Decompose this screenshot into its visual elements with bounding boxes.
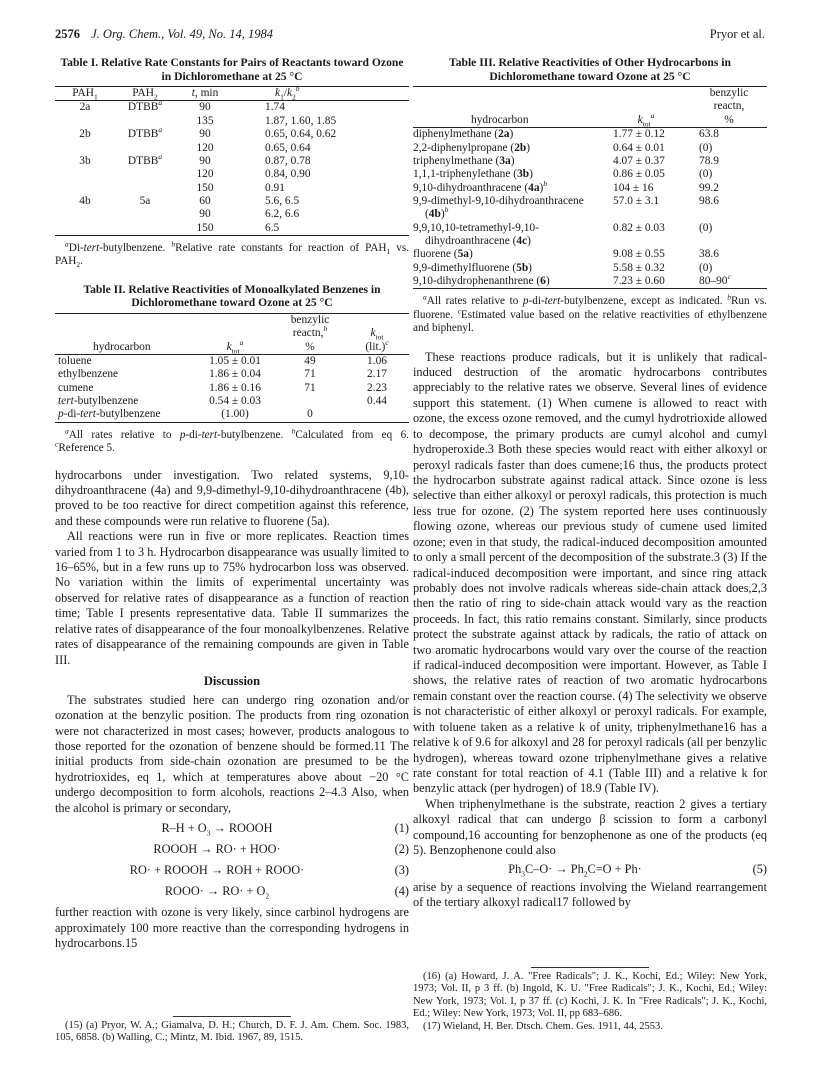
table1-cell-pah2 (115, 182, 175, 195)
table2-cell-ktot: (1.00) (221, 408, 249, 421)
footnote-15: (15) (a) Pryor, W. A.; Giamalva, D. H.; Church, D. F. J. Am. Chem. Soc. 1983, 105, 6858. (b) Walling, C.; Mintz, M. Ibid. 1967, 89, 1515. (55, 1020, 409, 1044)
equation-1: $R-H + O_3$ → ROOOH (1) (161, 821, 409, 838)
right-column (413, 56, 767, 910)
table-row (413, 248, 767, 261)
table1-cell-pah1: 2a (79, 101, 91, 114)
right-footnotes (413, 967, 767, 1033)
table2-cell-ktot: 1.05 ± 0.01 (209, 354, 261, 367)
table2-cell-ktot: 0.54 ± 0.03 (209, 394, 261, 407)
paragraph: When triphenylmethane is the substrate, reaction 2 gives a tertiary alkoxyl radical that can undergo β scission to form a carbonyl compound,16 accounting for benzophenone as one of the products (eq 5). Benzophenone could also (413, 796, 767, 858)
table1-cell-ratio: 5.6, 6.5 (265, 194, 300, 207)
table2-cell-ktot-lit: 2.17 (367, 368, 387, 381)
table3-header-benzylic: benzylic reactn, % (709, 87, 749, 126)
table1-footnote: $^a$Di-tert-butylbenzene. $^b$Relative rate constants for reaction of $PAH_1$ vs. $PAH_2$. (55, 239, 409, 270)
footnote-16: (16) (a) Howard, J. A. "Free Radicals"; J. K., Kochi, Ed.; Wiley: New York, 1973; Vol. II, p 3 ff. (b) Ingold, K. U. "Free Radicals"; J. K., Kochi, Ed.; Wiley: New York, 1973; Vol. I, p 37 ff. (c) Kochi, J. K. In "Free Radicals"; J. K., Kochi, Ed.; Wiley: New York, 1973; Vol. II, pp 683–686. (413, 971, 767, 1020)
left-body-text (55, 468, 409, 952)
table3-cell-ktot: 0.86 ± 0.05 (613, 168, 665, 181)
table1-cell-pah1: 2b (79, 128, 91, 141)
table2-cell-ktot: 1.86 ± 0.04 (209, 368, 261, 381)
table3-cell-ktot: 1.77 ± 0.12 (613, 128, 665, 141)
table3-cell-hydrocarbon: 9,10-dihydroanthracene $(4a)^b$ (413, 178, 548, 194)
table1-cell-pah2: DTBB$^a$ (127, 125, 163, 141)
table-row (55, 382, 409, 395)
equation-2: ROOOH → RO· + HOO· (2) (153, 842, 409, 857)
table3-cell-ktot: 104 ± 16 (613, 181, 654, 194)
table3-cell-benzylic: 80–90$^c$ (699, 272, 731, 287)
table1-cell-ratio: 0.87, 0.78 (265, 154, 311, 167)
table2-header-ktot: $k_{tot}^a$ (226, 337, 244, 355)
table-row (55, 115, 409, 128)
table1-cell-time: 135 (196, 114, 214, 127)
equation-4: ROOO· → $RO\cdot + O_2$ (4) (164, 884, 409, 901)
table3-cell-ktot: 5.58 ± 0.32 (613, 261, 665, 274)
table3-body (413, 128, 767, 289)
table-row (413, 275, 767, 288)
table1-body (55, 98, 409, 235)
table2-cell-benzylic: 71 (304, 381, 316, 394)
table3-cell-ktot: 0.82 ± 0.03 (613, 221, 665, 234)
table1-cell-pah1: 4b (79, 194, 91, 207)
table2-cell-benzylic: 71 (304, 368, 316, 381)
page-number: 2576 (55, 27, 80, 41)
table-row (55, 155, 409, 168)
table3-cell-hydrocarbon: diphenylmethane (2a) (413, 128, 514, 141)
table3-cell-benzylic: 63.8 (699, 128, 719, 141)
table3-caption: Table III. Relative Reactivities of Other Hydrocarbons in Dichloromethane toward Ozone at 25 °C (449, 56, 731, 83)
table1-header-time: t, min (191, 87, 219, 100)
table3-cell-hydrocarbon: 9,9-dimethyl-9,10-dihydroanthracene $(4b)^b$ (413, 194, 584, 221)
table3-cell-benzylic: (0) (699, 221, 713, 234)
table3-cell-benzylic: 78.9 (699, 154, 719, 167)
table2 (55, 313, 409, 422)
paragraph: arise by a sequence of reactions involving the Wieland rearrangement of the tertiary alkoxyl radical17 followed by (413, 879, 767, 909)
table1-cell-pah2 (115, 168, 175, 181)
table1-header-ratio: $k_1/k_2^b$ (275, 84, 300, 102)
table2-cell-benzylic: 49 (304, 354, 316, 367)
table2-cell-hydrocarbon: ethylbenzene (58, 368, 119, 381)
table2-header-benzylic: benzylic reactn,$^b$ % (290, 313, 330, 353)
table1-cell-time: 150 (196, 221, 214, 234)
table1-cell-pah2: DTBB$^a$ (127, 98, 163, 114)
table1-cell-pah2 (115, 222, 175, 235)
table-row (55, 101, 409, 115)
table3-cell-ktot: 4.07 ± 0.37 (613, 154, 665, 167)
table2-cell-hydrocarbon: toluene (58, 354, 92, 367)
table2-footnote: $^a$All rates relative to p-di-tert-butylbenzene. $^b$Calculated from eq 6. $^c$Reference 5. (55, 425, 409, 455)
table1-cell-pah2 (115, 142, 175, 155)
table1-cell-pah1: 3b (79, 154, 91, 167)
equation-5: $Ph_3C-O\cdot \to Ph_2C=O + Ph\cdot$ (5) (508, 861, 767, 878)
table-row (55, 182, 409, 195)
table1-header-pah2: $PAH_2$ (132, 87, 158, 102)
table1-cell-time: 120 (196, 141, 214, 154)
table3-cell-ktot: 9.08 ± 0.55 (613, 248, 665, 261)
table3-cell-ktot: 0.64 ± 0.01 (613, 141, 665, 154)
table-row (55, 208, 409, 221)
table2-cell-ktot-lit: 2.23 (367, 381, 387, 394)
table-row (413, 262, 767, 275)
journal-citation: J. Org. Chem., Vol. 49, No. 14, 1984 (91, 27, 273, 41)
table2-cell-ktot-lit (345, 408, 409, 421)
table3-cell-ktot: 57.0 ± 3.1 (613, 194, 660, 207)
table1-cell-pah2 (115, 115, 175, 128)
table-row (413, 222, 767, 249)
table-row (55, 142, 409, 155)
table3-cell-hydrocarbon: 9,9,10,10-tetramethyl-9,10-dihydroanthracene (4c) (413, 221, 539, 247)
table3-cell-hydrocarbon: fluorene (5a) (413, 248, 473, 261)
table-row (413, 155, 767, 168)
table1-header-pah1: $PAH_1$ (72, 87, 98, 102)
table1-cell-time: 120 (196, 168, 214, 181)
table1-cell-ratio: 6.2, 6.6 (265, 208, 300, 221)
left-column (55, 56, 409, 951)
table3-cell-hydrocarbon: triphenylmethane (3a) (413, 154, 515, 167)
table-row (413, 182, 767, 195)
table1-cell-ratio: 0.65, 0.64, 0.62 (265, 128, 337, 141)
table3-cell-benzylic: 99.2 (699, 181, 719, 194)
table-row (55, 408, 409, 421)
table1-cell-ratio: 0.84, 0.90 (265, 168, 311, 181)
table1-cell-time: 90 (199, 101, 211, 114)
table1-cell-pah1 (55, 115, 115, 128)
table3-cell-hydrocarbon: 2,2-diphenylpropane (2b) (413, 141, 531, 154)
paragraph: These reactions produce radicals, but it is unlikely that radical-induced destruction of the aromatic hydrocarbons contributes appreciably to the relative rates we observe. Several lines of evidence support this statement. (1) When cumene is allowed to react with ozone, the excess ozone removed, and the cumyl hydrotrioxide allowed to decompose, the primary products are cumyl alcohol and cumyl hydroperoxide.3 Both these species would react with either alkoxyl or peroxyl radicals faster than does cumene;16 thus, the products protect the hydrocarbon substrate against radical attack. Since ozone is less selective than either alkoxyl or peroxyl radicals, this protection is much less true for ozone. (2) The system reported here uses continuously flowing ozone, whereas our previous study of cumene used limited ozone; even in that study, the radical-induced decomposition amounted to only a small percent of the decomposition of the substrate.3 (3) If the radical-induced decomposition were important, and since ring attack probably does not involve radicals whereas side-chain attack does,2,3 then the ratio of ring to side-chain attack would vary as the reaction proceeds. In fact, this ratio remains constant. Similarly, since products protect the substrate against attack by radicals, the ratio of attack on two aromatic hydrocarbons would vary over the course of the reaction if radical-induced decomposition were important. However, as Table I shows, the relative rates of reaction of two aromatic hydrocarbons remain constant over the reaction course. (4) The selectivity we observe is not characteristic of either alkoxyl or peroxyl radicals. For example, with toluene taken as a relative k of unity, triphenylmethane16 has a relative k of 9.6 for alkoxyl and 28 for peroxyl radicals (all per benzylic hydrogen), whereas toward ozone triphenylmethane gives a relative rate constant for total reaction of 4.1 (Table III) and a relative k for benzylic attack (per hydrogen) of 18.9 (Table IV). (413, 349, 767, 796)
table3-header-ktot: $k_{tot}^a$ (637, 111, 655, 129)
table1-cell-pah1 (55, 222, 115, 235)
table1-cell-time: 90 (199, 128, 211, 141)
table2-cell-ktot: 1.86 ± 0.16 (209, 381, 261, 394)
table-row (413, 168, 767, 181)
footnote-17: (17) Wieland, H. Ber. Dtsch. Chem. Ges. 1911, 44, 2553. (423, 1020, 663, 1032)
table-row (413, 128, 767, 142)
table1-cell-pah1 (55, 168, 115, 181)
table1-cell-time: 60 (199, 194, 211, 207)
table1-cell-time: 90 (199, 208, 211, 221)
table-row (55, 168, 409, 181)
table-row (55, 368, 409, 381)
table3-cell-hydrocarbon: 9,9-dimethylfluorene (5b) (413, 261, 532, 274)
left-footnotes (55, 1016, 409, 1045)
table-row (55, 222, 409, 235)
table1-cell-pah1 (55, 142, 115, 155)
table-row (55, 354, 409, 368)
table-row (55, 195, 409, 208)
table-row (413, 195, 767, 222)
table-row (55, 128, 409, 141)
paragraph: The substrates studied here can undergo ring ozonation and/or ozonation at the benzylic position. The products from ring ozonation were not characterized in most cases; however, products analogous to those reported for the ozonation of benzene should be formed.11 The initial products from side-chain ozonation are presumed to be the hydrotrioxides, eq 1, which at temperatures above about −20 °C undergo decomposition to form alcohols, reactions 2–4.3 Also, when the alcohol is primary or secondary, (55, 692, 409, 815)
table2-cell-hydrocarbon: tert-butylbenzene (58, 394, 139, 407)
running-authors: Pryor et al. (709, 27, 765, 41)
section-heading-discussion: Discussion (203, 674, 261, 689)
table1-cell-pah2: 5a (139, 194, 151, 207)
table2-cell-hydrocarbon: p-di-tert-butylbenzene (58, 408, 161, 421)
table3-cell-ktot: 7.23 ± 0.60 (613, 274, 665, 287)
table1-cell-pah2: DTBB$^a$ (127, 152, 163, 167)
table-row (55, 395, 409, 408)
paragraph: further reaction with ozone is very likely, since carbinol hydrogens are approximately 100 more reactive than the corresponding hydrogens in hydrocarbons.15 (55, 905, 409, 950)
table2-cell-ktot-lit: 0.44 (367, 394, 387, 407)
table1-cell-ratio: 1.74 (265, 101, 285, 114)
table3-cell-benzylic: (0) (699, 261, 713, 274)
table3 (413, 86, 767, 288)
table2-cell-benzylic (275, 395, 345, 408)
table1-cell-ratio: 0.91 (265, 181, 285, 194)
page-header (55, 27, 765, 43)
paragraph: hydrocarbons under investigation. Two related systems, 9,10-dihydroanthracene (4a) and 9,9-dimethyl-9,10-dihydroanthracene (4b), proved to be too reactive for direct competition against this reference, and these compounds were run relative to fluorene (5a). (55, 467, 409, 528)
table3-header-hydrocarbon: hydrocarbon (471, 113, 529, 126)
table2-header-hydrocarbon: hydrocarbon (93, 340, 151, 353)
table3-cell-hydrocarbon: 9,10-dihydrophenanthrene (6) (413, 274, 550, 287)
table2-cell-ktot-lit: 1.06 (367, 354, 387, 367)
table3-cell-benzylic: (0) (699, 168, 713, 181)
table1-cell-pah1 (55, 208, 115, 221)
table2-caption: Table II. Relative Reactivities of Monoalkylated Benzenes in Dichloromethane toward Ozone at 25 °C (83, 282, 381, 310)
table2-cell-hydrocarbon: cumene (58, 381, 94, 394)
table-row (413, 142, 767, 155)
equation-3: RO· + ROOOH → ROH + ROOO· (3) (129, 863, 409, 878)
table1 (55, 86, 409, 235)
table1-caption: Table I. Relative Rate Constants for Pairs of Reactants toward Ozone in Dichloromethane at 25 °C (60, 56, 404, 83)
table2-cell-benzylic: 0 (307, 408, 313, 421)
table1-cell-time: 90 (199, 154, 211, 167)
table3-cell-hydrocarbon: 1,1,1-triphenylethane (3b) (413, 168, 533, 181)
table1-cell-ratio: 6.5 (265, 221, 280, 234)
table3-cell-benzylic: 38.6 (699, 248, 719, 261)
paragraph: All reactions were run in five or more replicates. Reaction times varied from 1 to 3 h. Hydrocarbon disappearance was usually limited to 16–65%, but in a few runs up to 75% hydrocarbon loss was observed. No variation within the limits of experimental uncertainty was observed for relative rates of disappearance as a function of reaction time; Table I presents representative data. Table II summarizes the relative rates of disappearance of the four monoalkylbenzenes. Relative rates of disappearance of the remaining compounds are given in Table III. (55, 529, 409, 667)
table2-header-ktot-lit: $k_{tot}$ $(lit.)^c$ (365, 327, 389, 353)
table3-cell-benzylic: 98.6 (699, 194, 719, 207)
right-body-text (413, 350, 767, 911)
table1-cell-ratio: 1.87, 1.60, 1.85 (265, 114, 337, 127)
table3-footnote: $^a$All rates relative to p-di-tert-butylbenzene, except as indicated. $^b$Run vs. fluorene. $^c$Estimated value based on the relative reactivities of ethylbenzene and biphenyl. (413, 292, 767, 335)
table1-cell-pah1 (55, 182, 115, 195)
table1-cell-ratio: 0.65, 0.64 (265, 141, 311, 154)
table2-body (55, 354, 409, 421)
table3-cell-benzylic: (0) (699, 141, 713, 154)
table1-cell-time: 150 (196, 181, 214, 194)
table1-cell-pah2 (115, 208, 175, 221)
